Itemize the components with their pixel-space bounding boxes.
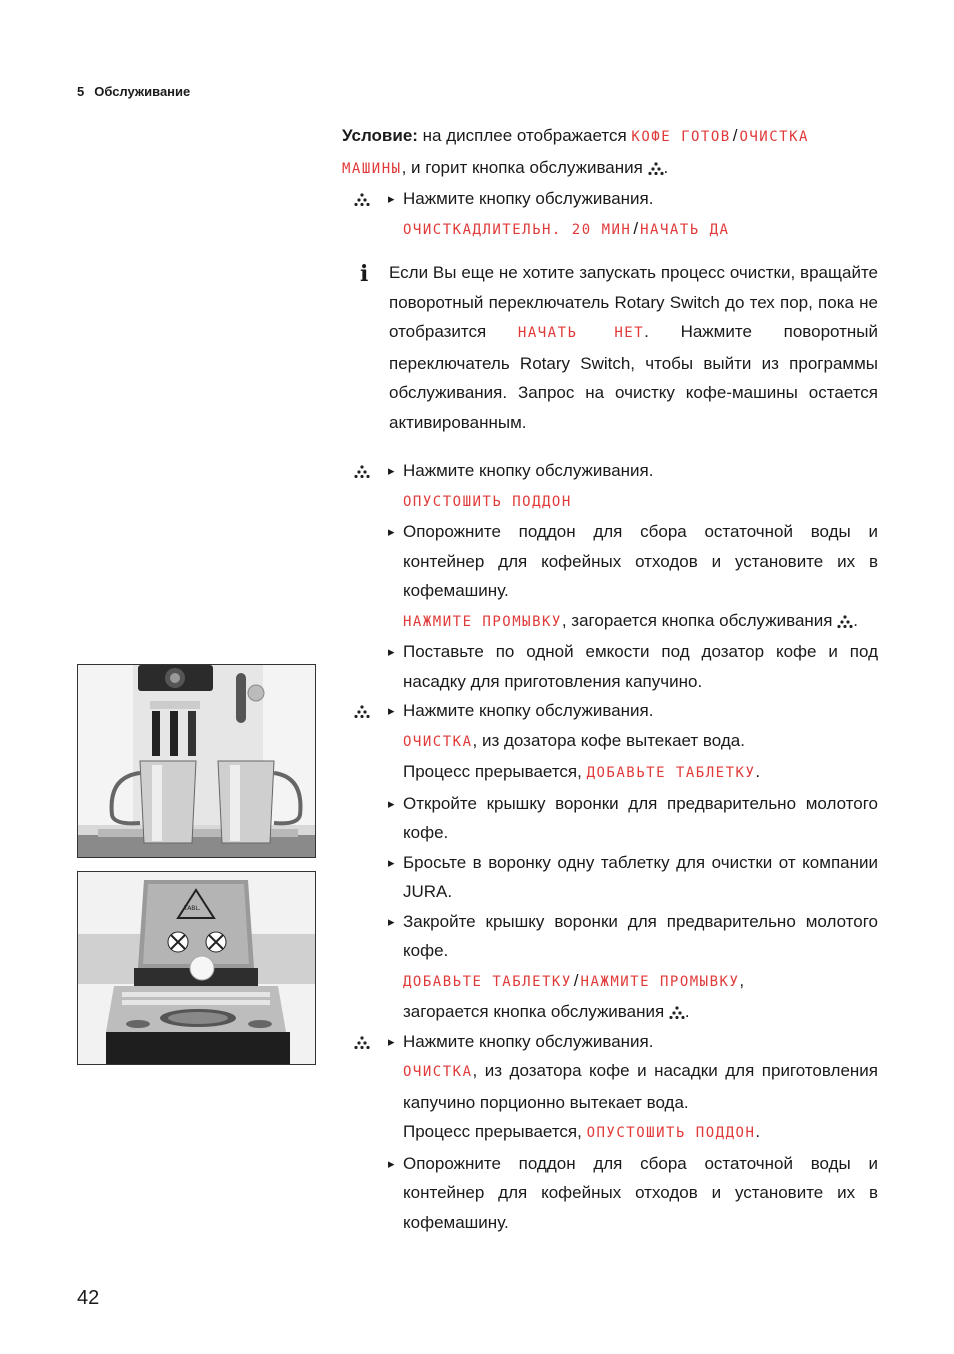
- step: ▸ Нажмите кнопку обслуживания.: [342, 184, 878, 214]
- maintenance-icon: [354, 1035, 370, 1049]
- figure-add-tablet: [77, 871, 316, 1065]
- display-coffee-ready: КОФЕ ГОТОВ: [631, 129, 731, 145]
- maintenance-icon: [354, 704, 370, 718]
- maintenance-icon: [669, 1005, 685, 1019]
- section-header: [77, 84, 190, 99]
- step: ▸ Опорожните поддон для сбора остаточной воды и контейнер для кофейных отходов и установите их в кофемашину.: [342, 1149, 878, 1238]
- page-number: 42: [77, 1287, 100, 1309]
- result: ДОБАВЬТЕ ТАБЛЕТКУ / НАЖМИТЕ ПРОМЫВКУ,: [403, 970, 745, 990]
- step: ▸ Нажмите кнопку обслуживания.: [342, 456, 878, 486]
- step: ▸ Бросьте в воронку одну таблетку для очистки от компании JURA.: [342, 848, 878, 907]
- info-note: i Если Вы еще не хотите запускать процесс очистки, вращайте поворотный переключатель Rotary Switch до тех пор, пока не отобразится НАЧАТЬ НЕТ. Нажмите поворотный переключатель Rotary Switch, чтобы выйти из программы обслуживания. Запрос на очистку кофе-машины остается активированным.: [360, 261, 878, 432]
- result: Процесс прерывается, ОПУСТОШИТЬ ПОДДОН.: [403, 1122, 761, 1141]
- condition-label: Условие:: [342, 126, 418, 145]
- info-icon: i: [360, 261, 369, 287]
- result: Процесс прерывается, ДОБАВЬТЕ ТАБЛЕТКУ.: [403, 762, 761, 781]
- step: ▸ Нажмите кнопку обслуживания.: [342, 696, 878, 726]
- maintenance-icon: [837, 614, 853, 628]
- step: ▸ Опорожните поддон для сбора остаточной воды и контейнер для кофейных отходов и установите их в кофемашину.: [342, 517, 878, 606]
- figure-cups-under-dispenser: [77, 664, 316, 858]
- section-title: Обслуживание: [94, 84, 191, 99]
- condition-paragraph: Условие: на дисплее отображается КОФЕ ГОТОВ / ОЧИСТКА МАШИНЫ, и горит кнопка обслуживания .: [342, 126, 809, 177]
- tabl-label: TABL.: [184, 905, 201, 912]
- maintenance-icon: [354, 464, 370, 478]
- display-clean-machine: ОЧИСТКА МАШИНЫ: [342, 129, 809, 177]
- maintenance-icon: [648, 161, 664, 175]
- section-number: 5: [77, 84, 85, 99]
- cups-illustration: [78, 665, 316, 858]
- maintenance-icon: [354, 192, 370, 206]
- result: ОЧИСТКАДЛИТЕЛЬН. 20 МИН / НАЧАТЬ ДА: [403, 218, 730, 238]
- result: загорается кнопка обслуживания .: [403, 1002, 690, 1021]
- step: ▸ Закройте крышку воронки для предварительно молотого кофе.: [342, 907, 878, 966]
- result: ОЧИСТКА, из дозатора кофе вытекает вода.: [403, 730, 745, 750]
- step: ▸ Нажмите кнопку обслуживания.: [342, 1027, 878, 1057]
- result: ОПУСТОШИТЬ ПОДДОН: [403, 493, 572, 510]
- tablet-illustration: [78, 872, 316, 1065]
- step: ▸ Откройте крышку воронки для предварительно молотого кофе.: [342, 789, 878, 848]
- result: НАЖМИТЕ ПРОМЫВКУ, загорается кнопка обслуживания .: [403, 610, 858, 630]
- result: ОЧИСТКА, из дозатора кофе и насадки для приготовления капучино порционно вытекает вода.: [403, 1061, 878, 1112]
- instructions: [342, 121, 878, 1237]
- step: ▸ Поставьте по одной емкости под дозатор кофе и под насадку для приготовления капучино.: [342, 637, 878, 696]
